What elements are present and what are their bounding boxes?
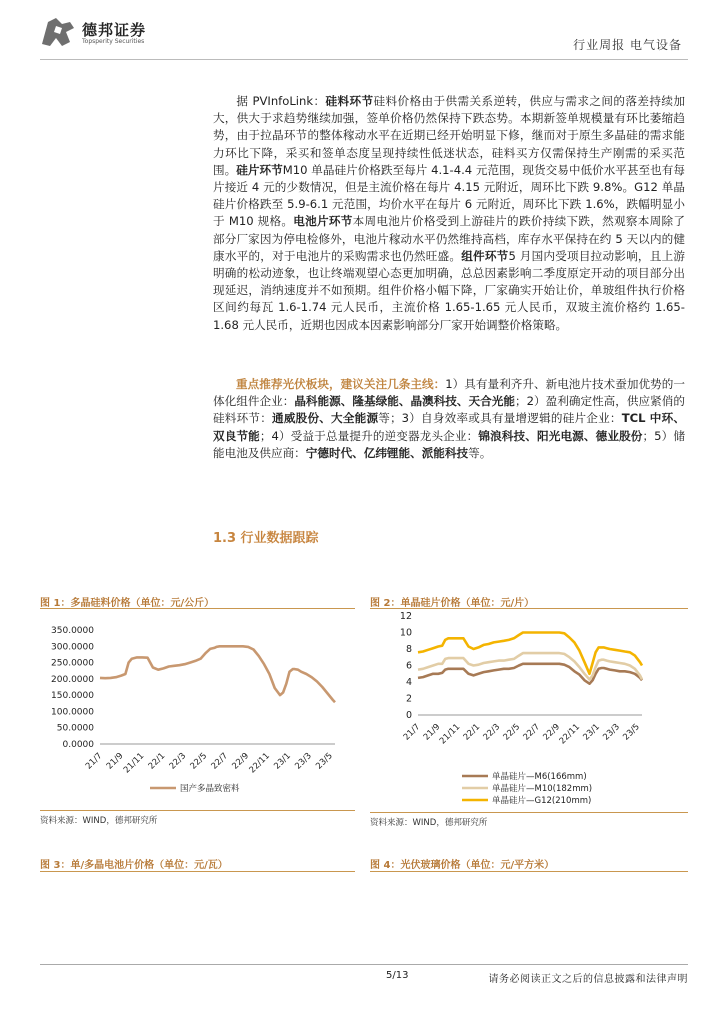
- p2-text-1: 1）具有量利齐升、新电池片技术蚕加优势的一体化组件企业：: [213, 377, 685, 409]
- y-tick-label: 0.0000: [62, 740, 94, 750]
- figure-1-source: 资料来源：WIND，德邦研究所: [40, 816, 158, 826]
- x-tick-label: 22/3: [167, 751, 189, 772]
- page-header: [40, 14, 688, 60]
- y-tick-label: 0: [405, 710, 412, 721]
- x-tick-label: 22/9: [230, 751, 252, 772]
- x-tick-label: 21/11: [437, 722, 463, 747]
- p2-companies-3: TCL 中环、双良节能: [213, 411, 685, 443]
- figure-2-rule: [370, 608, 688, 609]
- y-tick-label: 8: [405, 644, 412, 655]
- p1-term-wafer: 硅片环节: [236, 162, 283, 177]
- brand-name: 德邦证券: [82, 21, 147, 39]
- p2-companies-2: 通威股份、大全能源: [272, 411, 379, 426]
- x-tick-label: 21/9: [104, 751, 126, 772]
- series-line-2: [418, 653, 642, 679]
- x-tick-label: 22/11: [557, 722, 583, 747]
- figure-1-bottom-rule: [40, 810, 355, 811]
- wafer-price-chart: [370, 610, 688, 810]
- market-paragraph: [213, 93, 685, 334]
- page-number: 5/13: [386, 970, 409, 981]
- p1-term-polysilicon: 硅料环节: [325, 94, 374, 108]
- polysilicon-price-chart: [40, 612, 355, 804]
- p2-text-6: 等。: [468, 445, 492, 460]
- x-tick-label: 22/11: [247, 751, 272, 776]
- p1-polysilicon-text: 硅料价格由于供需关系逆转，供应与需求之间的落差持续加大，供大于求趋势继续加强，签单价格仍然保持下跌态势。本期新签单规模量有环比萎缩趋势，由于拉晶环节的整体稼动水平在近期已经开始明显下修，继而对于原生多晶硅的需求能力环比下降，采买和签单态度呈现持续性低迷状态，硅料买方仅需保持生产刚需的采买范围。: [213, 94, 685, 177]
- brand-logo: [40, 16, 200, 50]
- x-tick-label: 22/5: [188, 751, 210, 772]
- p2-text-4: ；4）受益于总量提升的逆变器龙头企业：: [259, 428, 479, 443]
- legend-label-1: 国产多晶致密料: [180, 784, 240, 794]
- series-line-1: [100, 646, 335, 702]
- x-tick-label: 22/5: [501, 722, 523, 743]
- figure-1-title: 图 1：多晶硅料价格（单位：元/公斤）: [40, 598, 215, 609]
- x-tick-label: 22/3: [481, 722, 503, 743]
- x-tick-label: 22/7: [521, 722, 543, 743]
- x-tick-label: 22/1: [146, 751, 168, 772]
- x-tick-label: 22/1: [461, 722, 483, 743]
- x-tick-label: 21/9: [421, 722, 443, 743]
- x-tick-label: 21/7: [401, 722, 423, 743]
- p1-module-text: 5 月国内受项目拉动影响，且上游明确的松动迹象，也让终端观望心态更加明确，总总因素影响二季度原定开动的项目部分出现延迟，消纳速度并不如预期。组件价格小幅下降，厂家确实开始让价，单玻组件执行价格区间约每瓦 1.6-1.74 元人民币，主流价格 1.65-1.65 元人民币，双玻主流价格约 1.65-1.68 元人民币，近期也因成本因素影响部分厂家开始调整价格策略。: [213, 248, 685, 332]
- x-tick-label: 23/5: [314, 751, 335, 772]
- y-tick-label: 12: [399, 611, 412, 622]
- x-tick-label: 22/9: [541, 722, 563, 743]
- p1-term-module: 组件环节: [461, 248, 509, 263]
- legend-label-3: 单晶硅片—G12(210mm): [492, 796, 592, 806]
- figure-3-rule: [40, 871, 355, 872]
- p2-companies-1: 晶科能源、隆基绿能、晶澳科技、天合光能: [294, 394, 515, 409]
- x-tick-label: 23/1: [272, 751, 293, 772]
- figure-2-title: 图 2：单晶硅片价格（单位：元/片）: [370, 598, 535, 609]
- y-tick-label: 100.0000: [51, 707, 94, 718]
- brand-subtitle: Topsperity Securities: [82, 38, 145, 45]
- y-tick-label: 10: [399, 627, 412, 639]
- p2-text-3: 等；3）自身效率或具有量增逻辑的硅片企业：: [378, 411, 622, 426]
- y-tick-label: 2: [405, 693, 412, 705]
- figure-2-bottom-rule: [370, 812, 688, 813]
- p2-companies-5: 宁德时代、亿纬锂能、派能科技: [305, 445, 469, 460]
- p2-text-2: ；2）盈利确定性高，供应紧俏的硅料环节：: [213, 394, 685, 426]
- recommendation-paragraph: [213, 376, 685, 462]
- p2-lead: 重点推荐光伏板块，建议关注几条主线：: [236, 377, 446, 391]
- x-tick-label: 23/3: [601, 722, 622, 743]
- x-tick-label: 23/3: [293, 751, 314, 772]
- x-tick-label: 23/1: [581, 722, 602, 743]
- y-tick-label: 4: [405, 677, 412, 688]
- y-tick-label: 150.0000: [51, 691, 94, 702]
- y-tick-label: 350.0000: [51, 626, 94, 636]
- brand-logo-icon: [40, 16, 76, 48]
- figure-4-rule: [370, 871, 688, 872]
- figure-1-rule: [40, 608, 355, 609]
- series-line-1: [418, 664, 642, 684]
- footer-rule: [40, 964, 688, 965]
- x-tick-label: 23/5: [621, 722, 642, 743]
- y-tick-label: 250.0000: [51, 658, 94, 669]
- x-tick-label: 21/7: [83, 751, 105, 772]
- legend-label-2: 单晶硅片—M10(182mm): [492, 784, 593, 794]
- p2-text-5: ；5）储能电池及供应商：: [213, 428, 685, 460]
- footer-disclaimer: 请务必阅读正文之后的信息披露和法律声明: [488, 974, 688, 985]
- y-tick-label: 200.0000: [51, 674, 94, 685]
- x-tick-label: 22/7: [209, 751, 231, 772]
- report-type: 行业周报 电气设备: [573, 38, 682, 52]
- p2-companies-4: 锦浪科技、阳光电源、德业股份: [478, 428, 643, 443]
- p1-intro: 据 PVInfoLink：: [236, 94, 326, 108]
- legend-label-1: 单晶硅片—M6(166mm): [492, 772, 587, 782]
- y-tick-label: 50.0000: [56, 723, 94, 734]
- figure-4-title: 图 4：光伏玻璃价格（单位：元/平方米）: [370, 860, 555, 871]
- figure-3-title: 图 3：单/多晶电池片价格（单位：元/瓦）: [40, 860, 228, 871]
- p1-cell-text: 本周电池片价格受到上游硅片的跌价持续下跌，然观察本周除了部分厂家因为停电检修外，电池片稼动水平仍然维持高档，库存水平保持在约 5 天以内的健康水平的，对于电池片的采购需求也仍然旺盛。: [213, 214, 685, 263]
- section-title: 1.3 行业数据跟踪: [213, 531, 319, 546]
- y-tick-label: 6: [405, 660, 412, 672]
- figure-2-source: 资料来源：WIND，德邦研究所: [370, 818, 488, 828]
- p1-term-cell: 电池片环节: [293, 214, 353, 229]
- x-tick-label: 21/11: [121, 751, 147, 776]
- p1-wafer-text: M10 单晶硅片价格跌至每片 4.1-4.4 元范围，现货交易中低价水平甚至也有每片接近 4 元的少数情况，但是主流价格在每片 4.15 元附近，周环比下跌 9.8%。G12 单晶硅片价格跌至 5.9-6.1 元范围，均价水平在每片 6 元附近，周环比下跌 1.6%，跌幅明显小于 M10 规格。: [213, 162, 685, 229]
- y-tick-label: 300.0000: [51, 642, 94, 653]
